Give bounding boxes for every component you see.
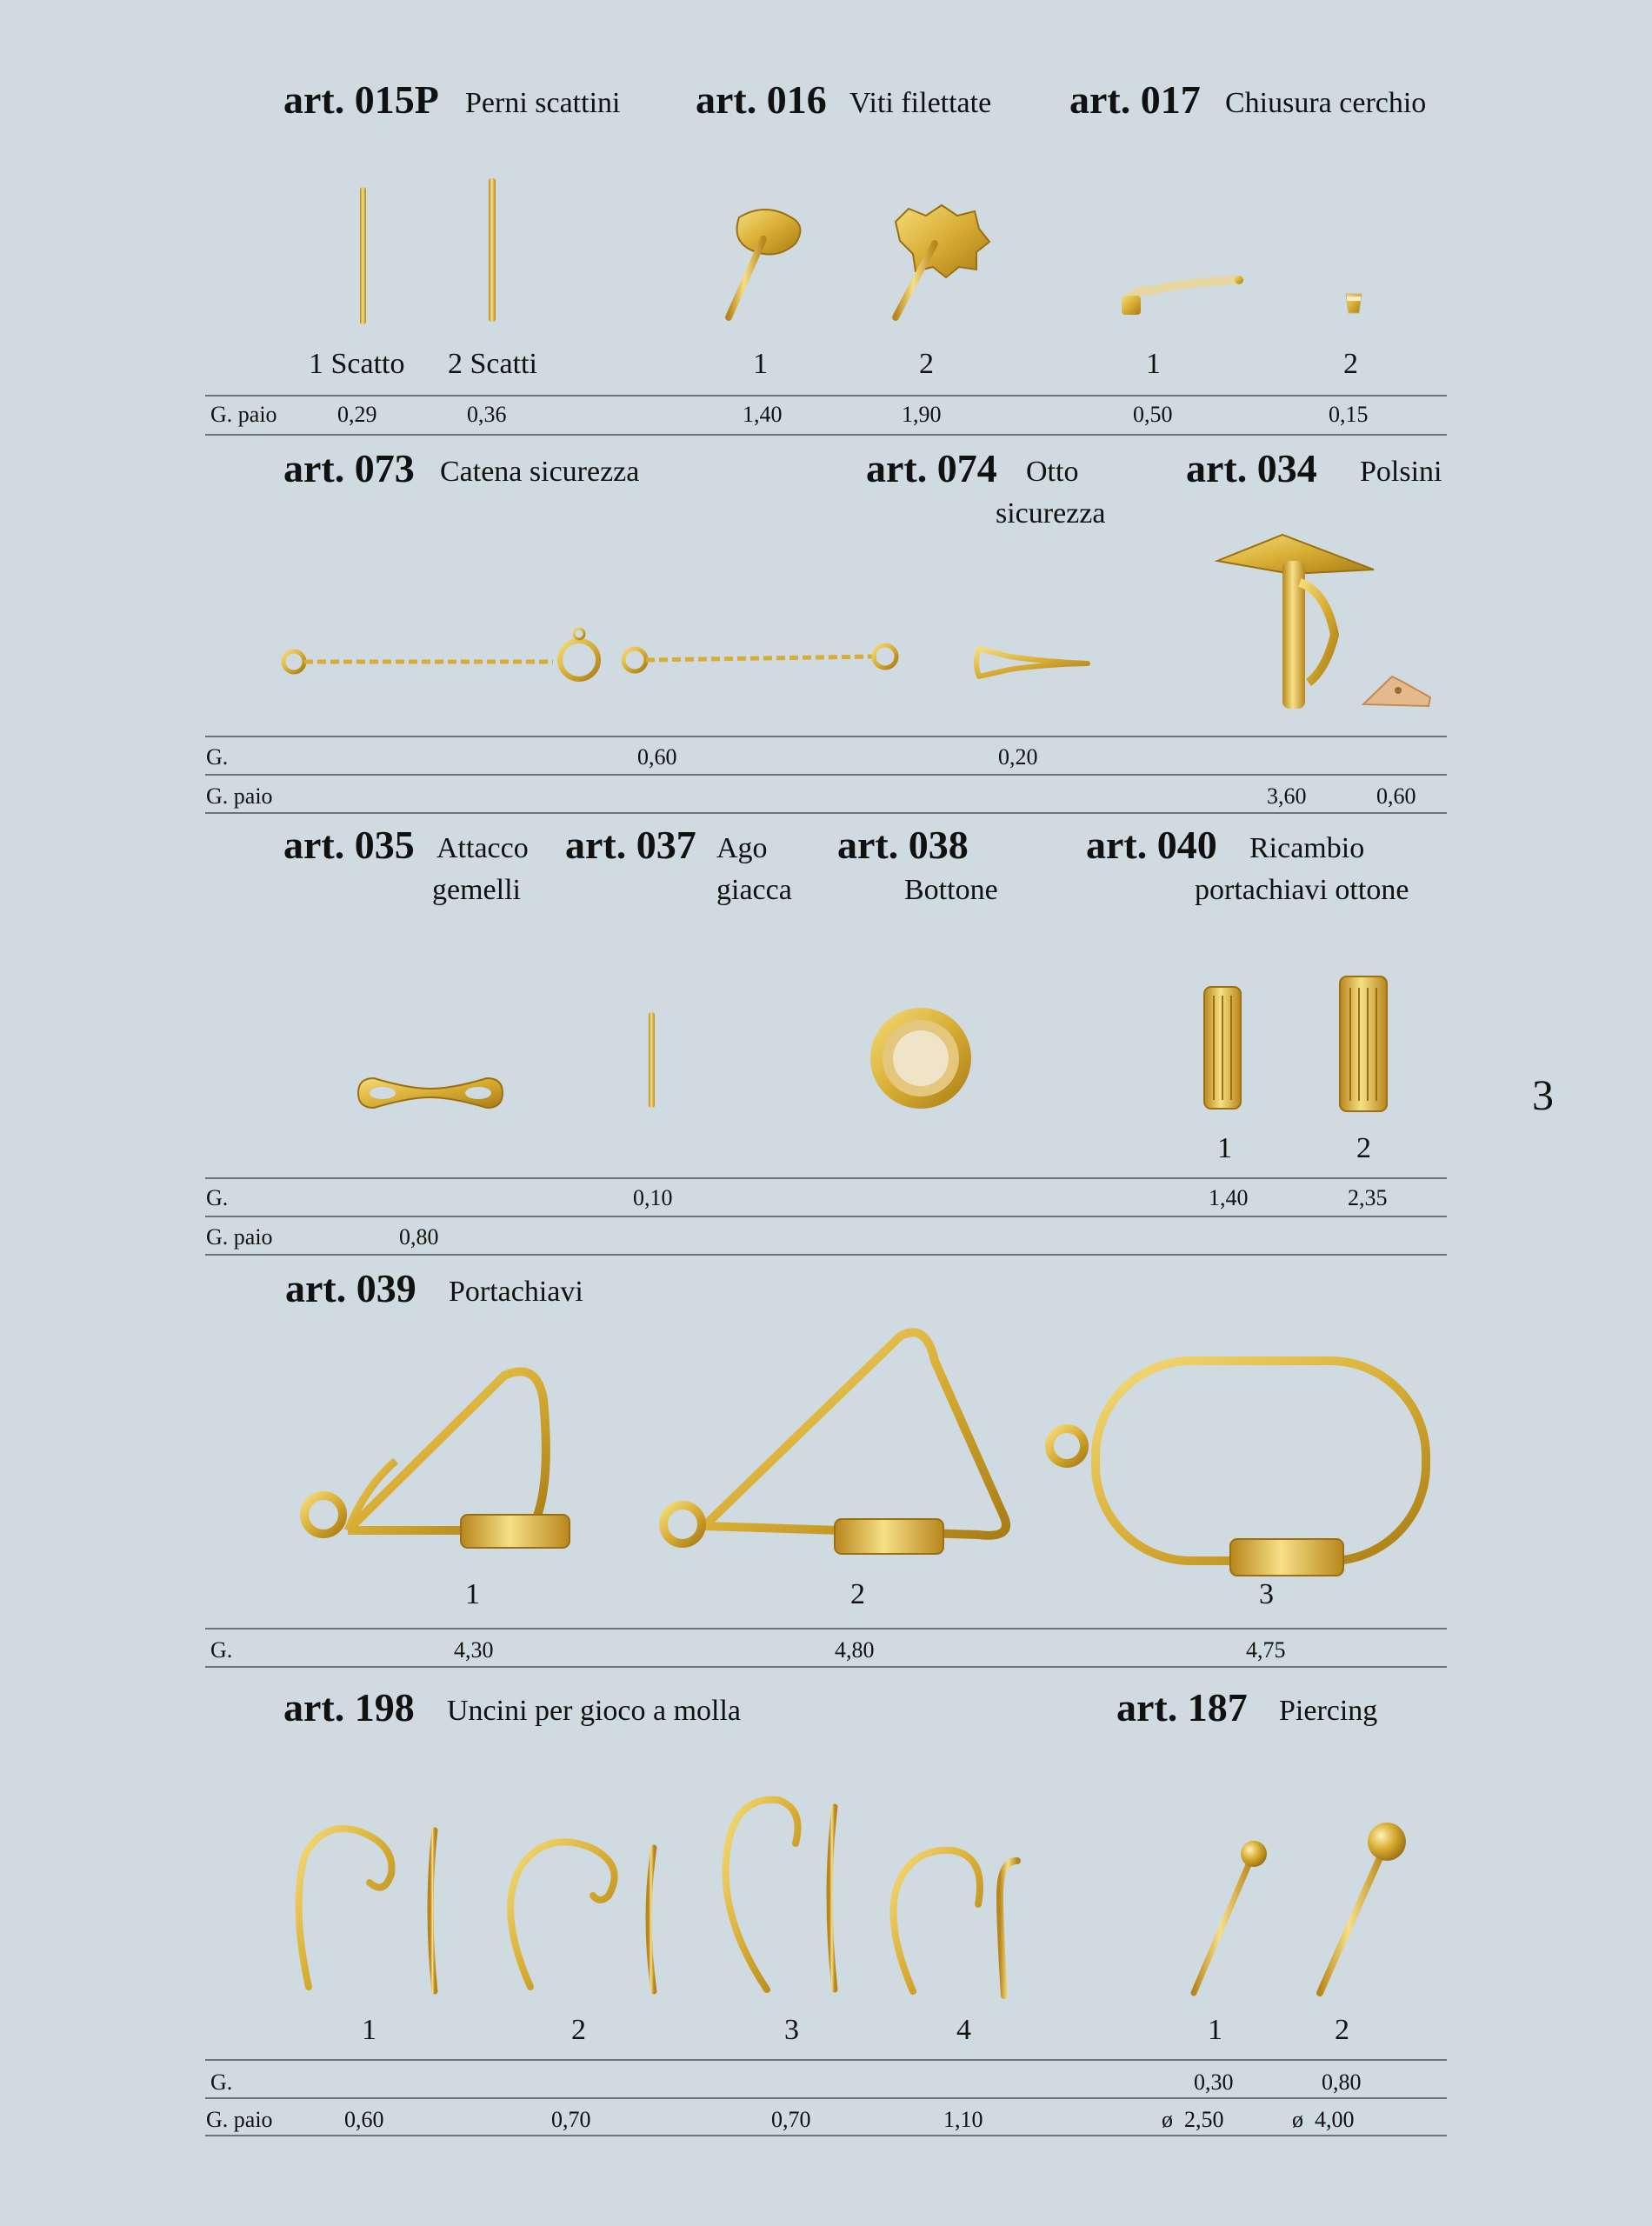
variant-label: 2 (919, 348, 934, 380)
row-label-g: G. (206, 1185, 229, 1210)
article-name: giacca (716, 874, 792, 906)
divider (205, 1628, 1447, 1630)
cufflink-image (1213, 535, 1378, 717)
variant-label: 1 (753, 348, 768, 380)
weight-value: 4,75 (1246, 1637, 1286, 1663)
safety-chain-image (276, 622, 903, 683)
divider (205, 812, 1447, 814)
article-name: Attacco (436, 832, 529, 864)
weight-value: ø 2,50 (1162, 2107, 1224, 2132)
weight-value: 0,15 (1329, 402, 1369, 427)
weight-value: 1,10 (943, 2107, 983, 2132)
article-code: art. 040 (1086, 823, 1217, 867)
variant-label: 2 Scatti (448, 348, 537, 380)
row-label-g-paio: G. paio (206, 783, 273, 809)
divider (205, 395, 1447, 397)
circle-clasp-2-image (1343, 291, 1364, 317)
keyring-2-image (656, 1326, 1013, 1574)
weight-value: 0,36 (467, 402, 507, 427)
piercing-1-image (1178, 1835, 1274, 2000)
article-code: art. 017 (1069, 77, 1201, 122)
spring-hook-1-image (287, 1822, 452, 1996)
article-code: art. 035 (283, 823, 415, 867)
divider (205, 774, 1447, 776)
variant-label: 2 (1335, 2014, 1349, 2046)
article-code: art. 074 (866, 446, 997, 490)
weight-value: 1,40 (1209, 1185, 1249, 1210)
threaded-screw-2-image (874, 196, 996, 322)
article-code: art. 016 (696, 77, 827, 122)
cufflink-connector-image (356, 1074, 504, 1113)
cufflink-back-image (1359, 671, 1437, 710)
weight-value: ø 4,00 (1292, 2107, 1355, 2132)
keyring-spare-2-image (1337, 972, 1389, 1116)
piercing-2-image (1304, 1817, 1417, 2000)
jacket-pin-image (643, 1010, 661, 1110)
article-name: Ago (716, 832, 768, 864)
spring-hook-3-image (713, 1791, 852, 1996)
divider (205, 1177, 1447, 1179)
keyring-1-image (296, 1365, 600, 1574)
weight-value: 0,60 (637, 744, 677, 770)
keyring-3-image (1043, 1352, 1435, 1574)
divider (205, 736, 1447, 737)
article-name: Ricambio (1249, 832, 1365, 864)
article-name: Perni scattini (465, 87, 621, 119)
pin-2-scatti-image (476, 174, 511, 326)
threaded-screw-1-image (713, 200, 826, 322)
divider (205, 1666, 1447, 1668)
weight-value: 1,90 (902, 402, 942, 427)
article-code: art. 039 (285, 1266, 416, 1310)
article-code: art. 037 (565, 823, 696, 867)
spring-hook-4-image (883, 1843, 1056, 1996)
divider (205, 2097, 1447, 2099)
variant-label: 1 (362, 2014, 376, 2046)
article-code: art. 187 (1116, 1685, 1248, 1729)
eight-safety-image (972, 643, 1089, 683)
pin-1-scatto-image (348, 178, 383, 326)
variant-label: 1 (1146, 348, 1161, 380)
keyring-spare-1-image (1202, 983, 1245, 1113)
weight-value: 0,70 (771, 2107, 811, 2132)
weight-value: 1,40 (743, 402, 783, 427)
divider (205, 2135, 1447, 2136)
article-name: Polsini (1360, 456, 1442, 488)
weight-value: 0,30 (1194, 2069, 1234, 2095)
article-name: Portachiavi (449, 1276, 583, 1308)
variant-label: 1 (465, 1578, 480, 1610)
article-name: Piercing (1279, 1695, 1378, 1727)
article-name: portachiavi ottone (1195, 874, 1409, 906)
page-number: 3 (1532, 1070, 1554, 1119)
article-code: art. 038 (837, 823, 969, 867)
article-name: Otto (1026, 456, 1079, 488)
button-image (867, 1004, 976, 1113)
variant-label: 2 (571, 2014, 586, 2046)
variant-label: 1 Scatto (309, 348, 405, 380)
variant-label: 2 (1356, 1132, 1371, 1164)
spring-hook-2-image (496, 1830, 669, 1996)
row-label-g-paio: G. paio (210, 402, 277, 427)
row-label-g: G. (210, 1637, 233, 1663)
variant-label: 4 (956, 2014, 971, 2046)
row-label-g: G. (206, 744, 229, 770)
article-code: art. 015P (283, 77, 439, 122)
article-name: Viti filettate (849, 87, 992, 119)
weight-value: 3,60 (1267, 783, 1307, 809)
weight-value: 0,60 (1376, 783, 1416, 809)
weight-value: 4,80 (835, 1637, 875, 1663)
weight-value: 2,35 (1348, 1185, 1388, 1210)
variant-label: 2 (850, 1578, 865, 1610)
variant-label: 1 (1217, 1132, 1232, 1164)
weight-value: 0,50 (1133, 402, 1173, 427)
article-code: art. 034 (1186, 446, 1317, 490)
weight-value: 0,70 (551, 2107, 591, 2132)
article-name: Chiusura cerchio (1225, 87, 1427, 119)
article-name: sicurezza (996, 497, 1106, 530)
variant-label: 3 (784, 2014, 799, 2046)
weight-value: 0,80 (399, 1224, 439, 1250)
divider (205, 434, 1447, 436)
article-name: Uncini per gioco a molla (447, 1695, 742, 1727)
weight-value: 0,60 (344, 2107, 384, 2132)
divider (205, 1254, 1447, 1256)
article-code: art. 198 (283, 1685, 415, 1729)
weight-value: 0,80 (1322, 2069, 1362, 2095)
variant-label: 1 (1208, 2014, 1222, 2046)
divider (205, 1216, 1447, 1217)
row-label-g: G. (210, 2069, 233, 2095)
variant-label: 2 (1343, 348, 1358, 380)
circle-clasp-1-image (1117, 270, 1256, 322)
weight-value: 0,20 (998, 744, 1038, 770)
weight-value: 4,30 (454, 1637, 494, 1663)
article-name: Catena sicurezza (440, 456, 640, 488)
weight-value: 0,29 (337, 402, 377, 427)
article-name: Bottone (904, 874, 998, 906)
divider (205, 2059, 1447, 2061)
weight-value: 0,10 (633, 1185, 673, 1210)
row-label-g-paio: G. paio (206, 2107, 273, 2132)
article-code: art. 073 (283, 446, 415, 490)
variant-label: 3 (1259, 1578, 1274, 1610)
article-name: gemelli (432, 874, 521, 906)
row-label-g-paio: G. paio (206, 1224, 273, 1250)
